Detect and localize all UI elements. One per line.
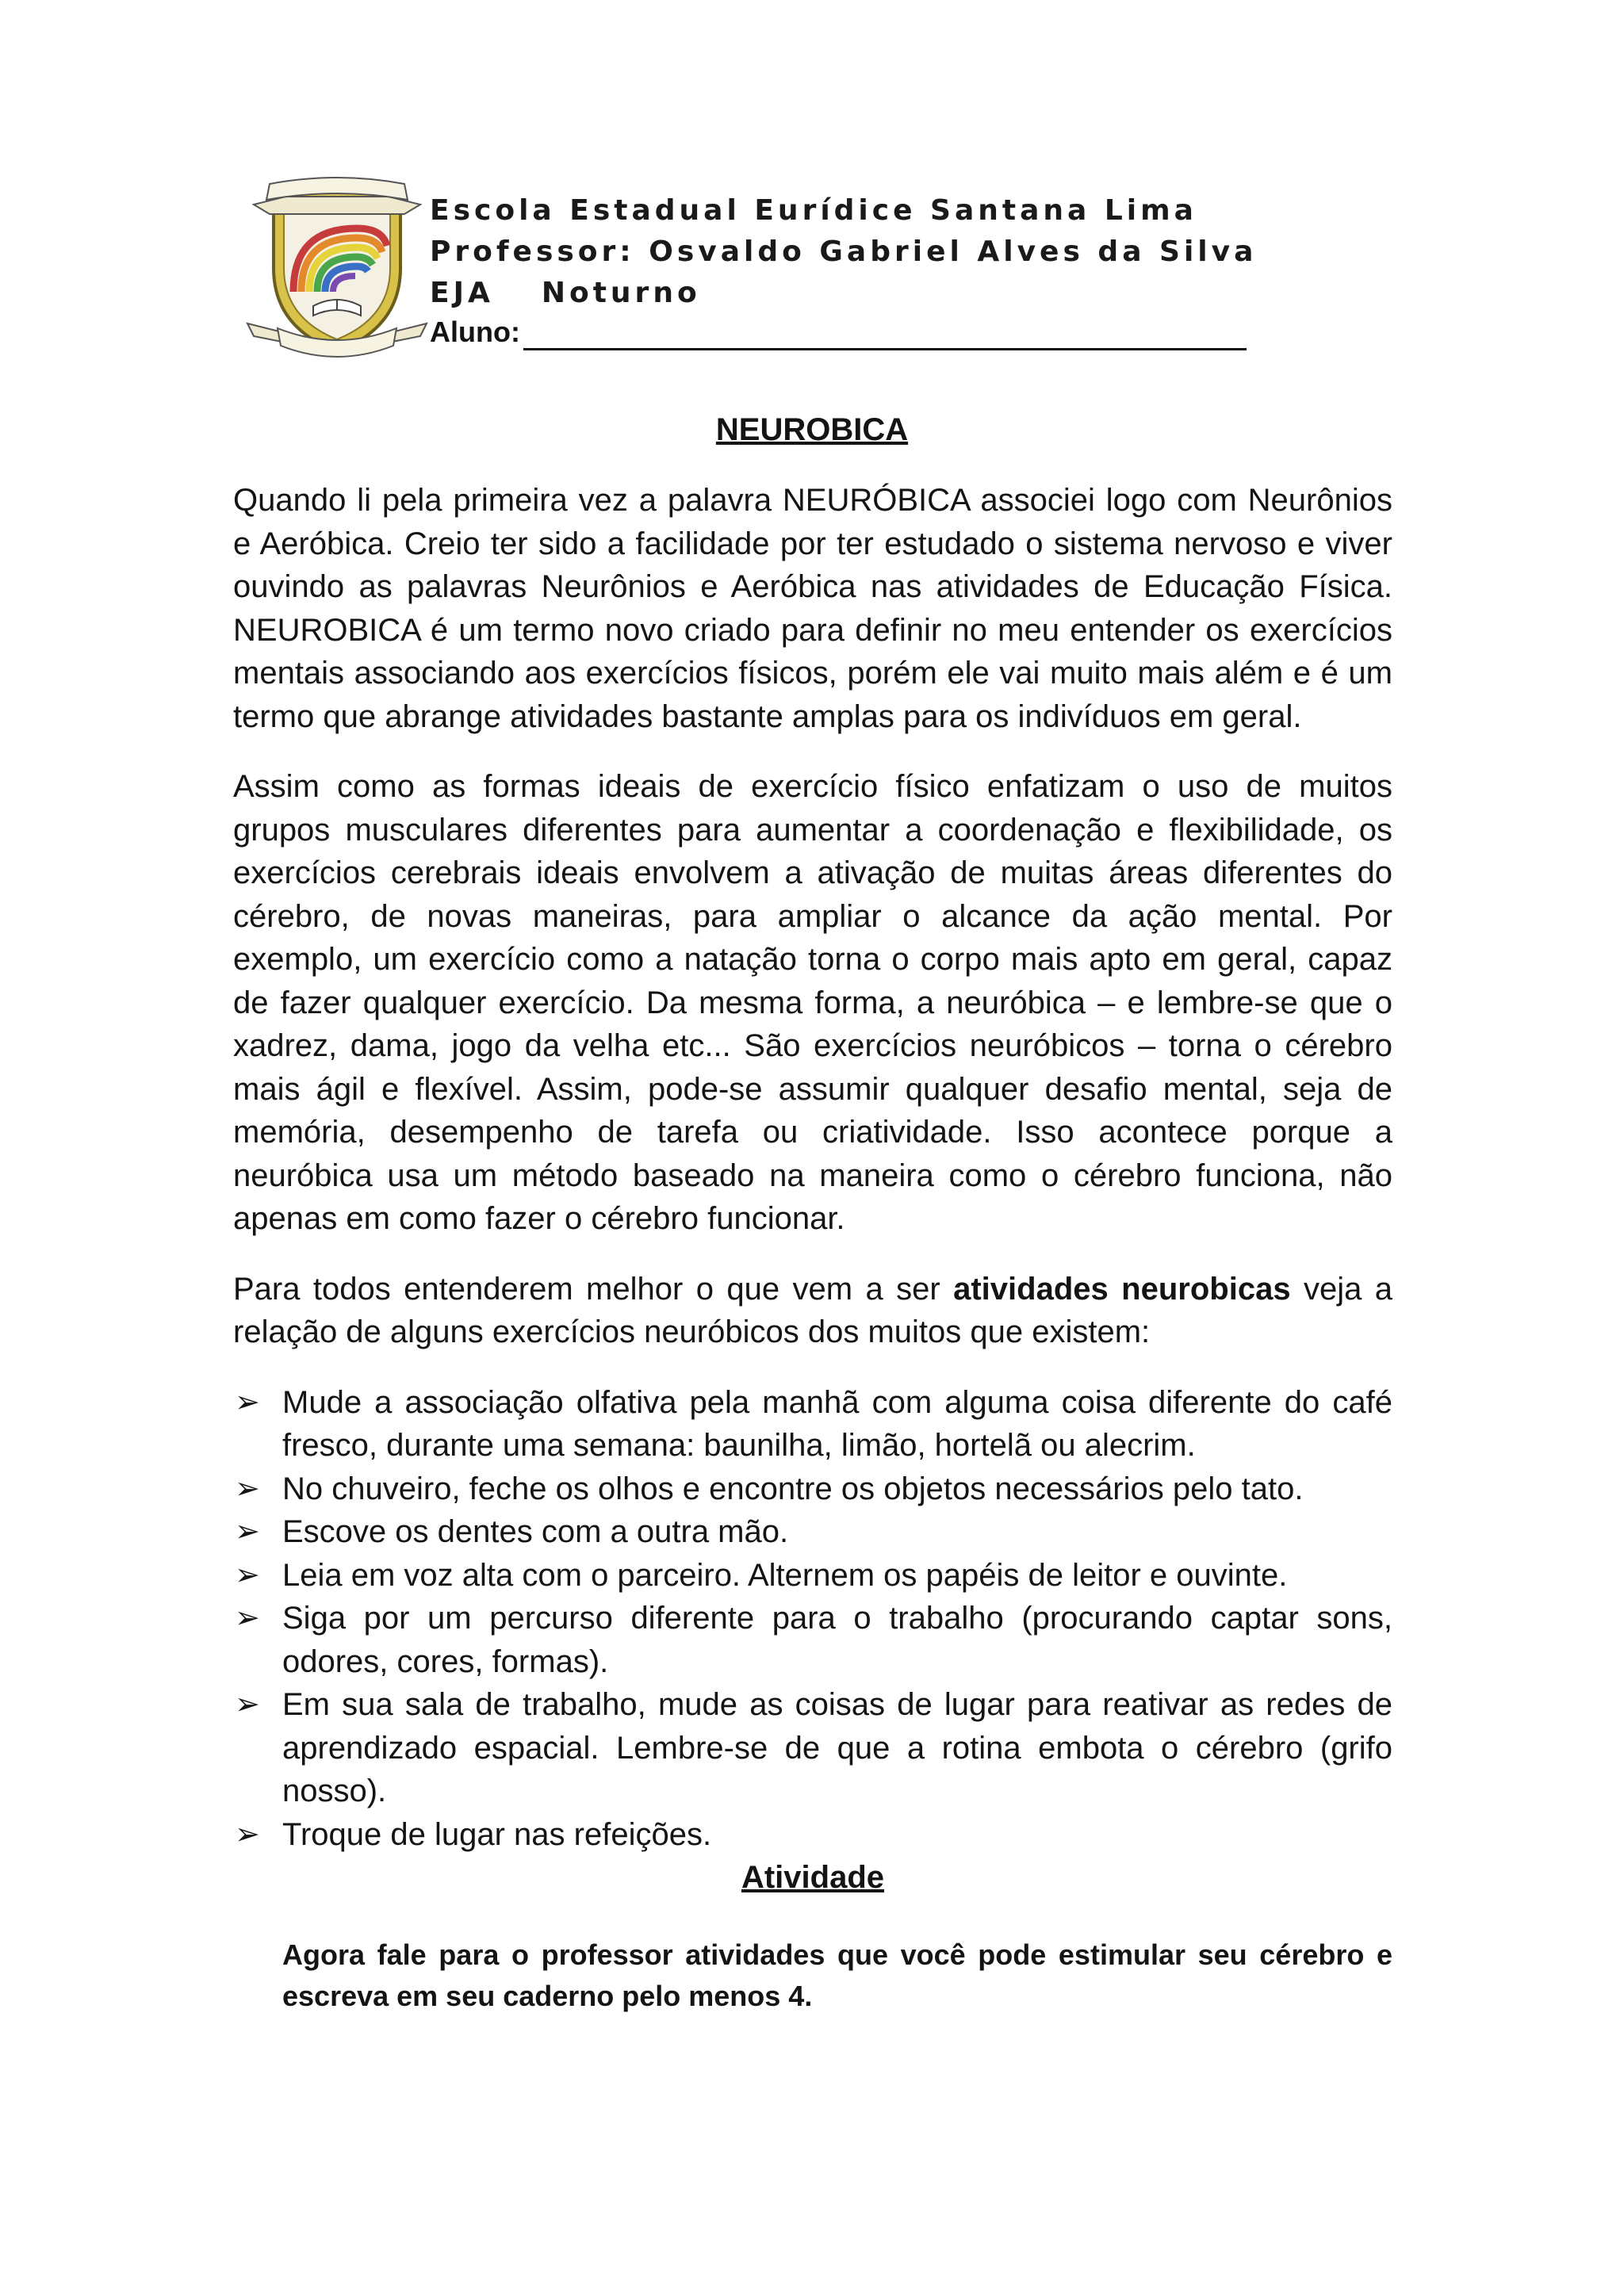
arrow-bullet-icon: ➢ bbox=[235, 1471, 260, 1506]
intro-text-after: veja a relação de alguns exercícios neuróbicos dos muitos que existem: bbox=[233, 1271, 1392, 1349]
list-item-text: Leia em voz alta com o parceiro. Alternem os papéis de leitor e ouvinte. bbox=[282, 1557, 1288, 1593]
page-title: NEUROBICA bbox=[715, 412, 909, 447]
main-content bbox=[233, 479, 1392, 2017]
exercise-list bbox=[233, 1381, 1392, 1857]
list-item-text: Siga por um percurso diferente para o trabalho (procurando captar sons, odores, cores, formas). bbox=[282, 1601, 1392, 1679]
list-item bbox=[233, 1381, 1392, 1468]
intro-text-before: Para todos entenderem melhor o que vem a ser bbox=[233, 1271, 954, 1307]
class-info bbox=[430, 273, 1257, 314]
arrow-bullet-icon: ➢ bbox=[235, 1558, 260, 1592]
intro-bold-term: atividades neurobicas bbox=[953, 1271, 1291, 1307]
teacher-name: Professor: Osvaldo Gabriel Alves da Silva bbox=[430, 235, 1258, 268]
arrow-bullet-icon: ➢ bbox=[235, 1601, 260, 1635]
list-item bbox=[233, 1468, 1392, 1511]
list-item bbox=[233, 1554, 1392, 1598]
list-item-text: Mude a associação olfativa pela manhã com alguma coisa diferente do café fresco, durante uma semana: baunilha, limão, hortelã ou alecrim. bbox=[282, 1384, 1392, 1463]
list-item bbox=[233, 1683, 1392, 1813]
class-shift: Noturno bbox=[541, 277, 701, 309]
list-item-text: Troque de lugar nas refeições. bbox=[282, 1816, 712, 1852]
class-level: EJA bbox=[430, 277, 494, 309]
list-item-text: Escove os dentes com a outra mão. bbox=[282, 1514, 789, 1549]
list-item-text: Em sua sala de trabalho, mude as coisas de lugar para reativar as redes de aprendizado espacial. Lembre-se de que a rotina embota o cérebro (grifo nosso). bbox=[282, 1687, 1392, 1808]
arrow-bullet-icon: ➢ bbox=[235, 1515, 260, 1548]
arrow-bullet-icon: ➢ bbox=[235, 1817, 260, 1851]
school-crest-logo bbox=[238, 173, 436, 363]
list-item bbox=[233, 1510, 1392, 1554]
list-item bbox=[233, 1597, 1392, 1683]
student-name-line[interactable] bbox=[523, 321, 1247, 350]
paragraph-1: Quando li pela primeira vez a palavra NEURÓBICA associei logo com Neurônios e Aeróbica. Creio ter sido a facilidade por ter estudado o sistema nervoso e viver ouvindo as palavras Neurônios e Aeróbica nas atividades de Educação Física. NEUROBICA é um termo novo criado para definir no meu entender os exercícios mentais associando aos exercícios físicos, porém ele vai muito mais além e é um termo que abrange atividades bastante amplas para os indivíduos em geral. bbox=[233, 483, 1392, 734]
header-block bbox=[430, 190, 1257, 350]
arrow-bullet-icon: ➢ bbox=[235, 1688, 260, 1721]
list-item-text: No chuveiro, feche os olhos e encontre os objetos necessários pelo tato. bbox=[282, 1471, 1304, 1506]
activity-instruction: Agora fale para o professor atividades que você pode estimular seu cérebro e escreva em seu caderno pelo menos 4. bbox=[282, 1938, 1392, 2012]
paragraph-2: Assim como as formas ideais de exercício físico enfatizam o uso de muitos grupos musculares diferentes para aumentar a coordenação e flexibilidade, os exercícios cerebrais ideais envolvem a ativação de muitas áreas diferentes do cérebro, de novas maneiras, para ampliar o alcance da ação mental. Por exemplo, um exercício como a natação torna o corpo mais apto em geral, capaz de fazer qualquer exercício. Da mesma forma, a neuróbica – e lembre-se que o xadrez, dama, jogo da velha etc... São exercícios neuróbicos – torna o cérebro mais ágil e flexível. Assim, pode-se assumir qualquer desafio mental, seja de memória, desempenho de tarefa ou criatividade. Isso acontece porque a neuróbica usa um método baseado na maneira como o cérebro funciona, não apenas em como fazer o cérebro funcionar. bbox=[233, 769, 1392, 1236]
school-name: Escola Estadual Eurídice Santana Lima bbox=[430, 194, 1197, 227]
list-item bbox=[233, 1813, 1392, 1857]
activity-title: Atividade bbox=[741, 1860, 885, 1895]
student-label: Aluno: bbox=[430, 316, 520, 348]
arrow-bullet-icon: ➢ bbox=[235, 1385, 260, 1419]
intro-paragraph bbox=[233, 1268, 1392, 1354]
student-name-field[interactable] bbox=[430, 314, 1257, 350]
